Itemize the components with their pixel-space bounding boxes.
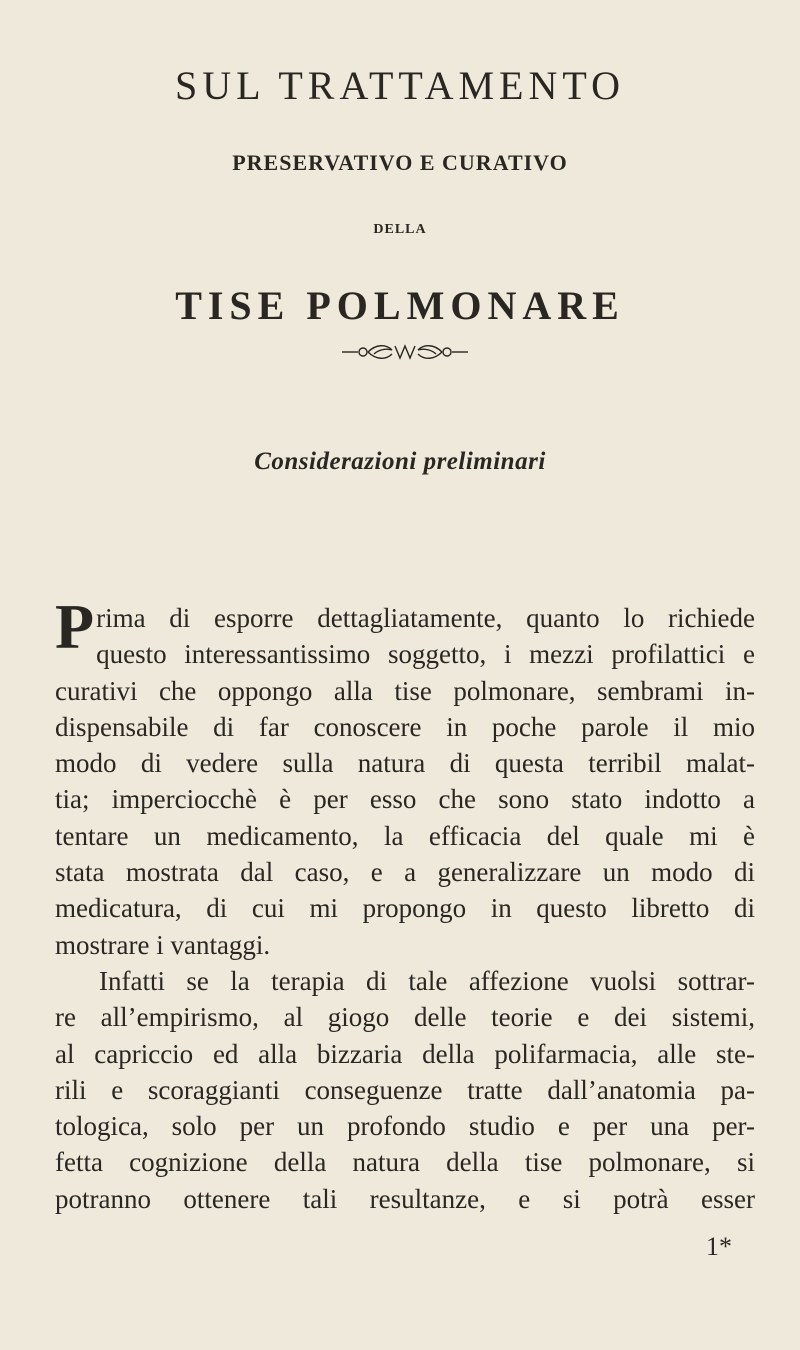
title-line-4: TISE POLMONARE — [175, 283, 625, 328]
text-line: potranno ottenere tali resultanze, e si potrà esser — [55, 1183, 755, 1214]
subheading: Considerazioni preliminari — [254, 448, 546, 475]
signature-mark: 1* — [706, 1232, 732, 1261]
text-line: mostrare i vantaggi. — [55, 929, 271, 960]
title-line-3: DELLA — [373, 222, 427, 237]
text-line: curativi che oppongo alla tise polmonare, sembrami in- — [55, 675, 755, 706]
text-line: tia; imperciocchè è per esso che sono stato indotto a — [55, 784, 755, 815]
text-line: stata mostrata dal caso, e a generalizzare un modo di — [55, 857, 755, 888]
ornament-divider-icon — [340, 340, 470, 364]
text-line: tologica, solo per un profondo studio e per una per- — [55, 1111, 755, 1142]
text-line: medicatura, di cui mi propongo in questo libretto di — [55, 893, 755, 924]
title-line-1: SUL TRATTAMENTO — [175, 63, 625, 108]
text-line: questo interessantissimo soggetto, i mezzi profilattici e — [96, 639, 755, 670]
drop-cap: P — [55, 591, 95, 662]
title-line-2: PRESERVATIVO E CURATIVO — [232, 150, 568, 175]
text-line: rili e scoraggianti conseguenze tratte dall’anatomia pa- — [55, 1074, 755, 1105]
text-line: dispensabile di far conoscere in poche parole il mio — [55, 711, 755, 742]
text-line: modo di vedere sulla natura di questa terribil malat- — [55, 748, 755, 779]
text-line: tentare un medicamento, la efficacia del quale mi è — [55, 820, 755, 851]
text-line: Infatti se la terapia di tale affezione vuolsi sottrar- — [99, 965, 755, 996]
text-line: fetta cognizione della natura della tise polmonare, si — [55, 1147, 755, 1178]
text-line: rima di esporre dettagliatamente, quanto lo richiede — [96, 603, 755, 633]
text-line: al capriccio ed alla bizzaria della polifarmacia, alle ste- — [55, 1038, 755, 1069]
body-text — [55, 591, 755, 1217]
text-line: re all’empirismo, al giogo delle teorie e dei sistemi, — [55, 1002, 755, 1033]
